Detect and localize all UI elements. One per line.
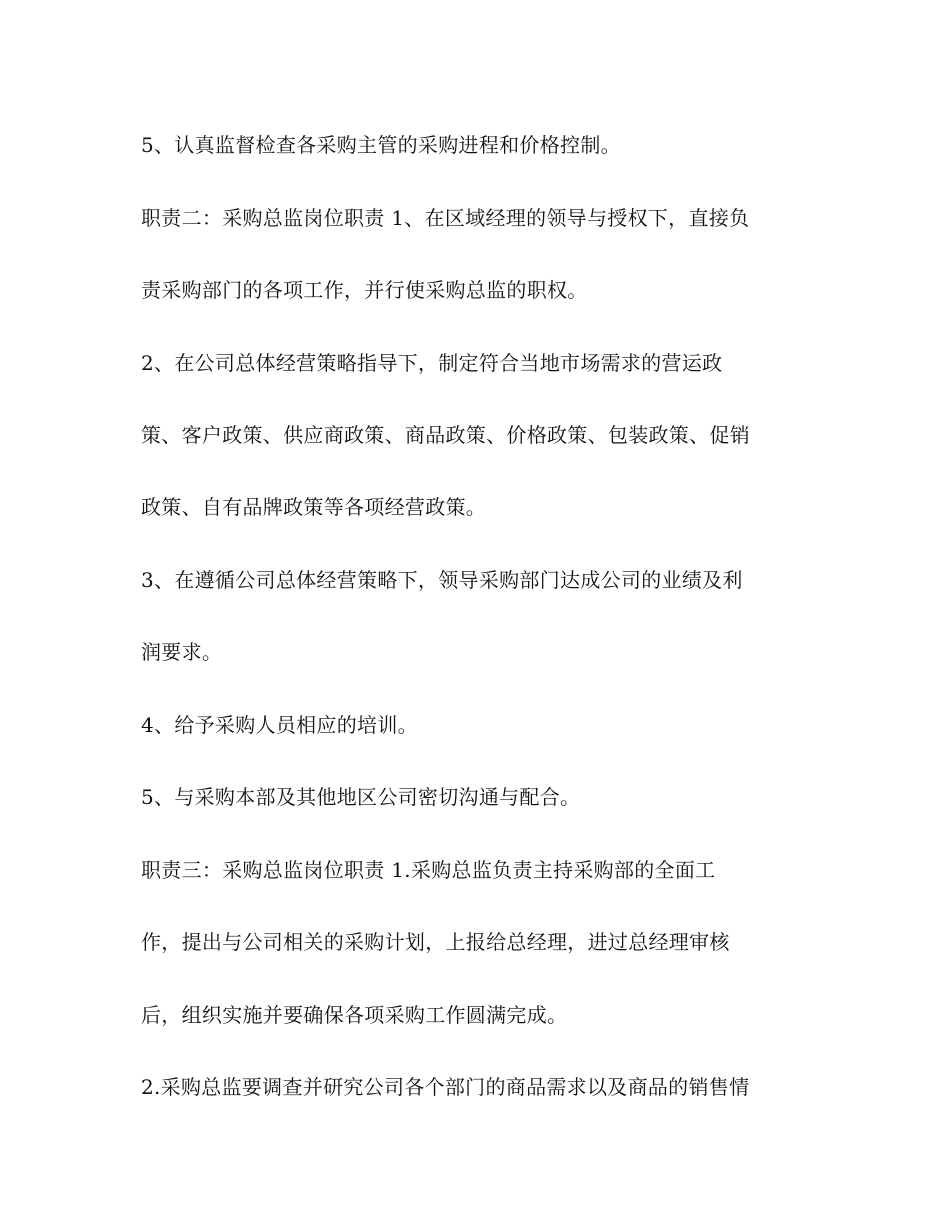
text-line: 润要求。: [141, 640, 223, 664]
text-line: 2.采购总监要调查并研究公司各个部门的商品需求以及商品的销售情: [141, 1075, 750, 1099]
text-line: 政策、自有品牌政策等各项经营政策。: [141, 495, 487, 519]
text-line: 5、认真监督检查各采购主管的采购进程和价格控制。: [141, 133, 621, 157]
text-line: 作，提出与公司相关的采购计划，上报给总经理，进过总经理审核: [141, 930, 730, 954]
text-line: 职责二：采购总监岗位职责 1、在区域经理的领导与授权下，直接负: [141, 206, 750, 230]
text-line: 4、给予采购人员相应的培训。: [141, 713, 418, 737]
text-line: 策、客户政策、供应商政策、商品政策、价格政策、包装政策、促销: [141, 423, 750, 447]
text-line: 责采购部门的各项工作，并行使采购总监的职权。: [141, 278, 588, 302]
text-line: 5、与采购本部及其他地区公司密切沟通与配合。: [141, 785, 581, 809]
text-line: 职责三：采购总监岗位职责 1.采购总监负责主持采购部的全面工: [141, 858, 716, 882]
text-line: 后，组织实施并要确保各项采购工作圆满完成。: [141, 1003, 568, 1027]
text-line: 3、在遵循公司总体经营策略下，领导采购部门达成公司的业绩及利: [141, 568, 743, 592]
text-line: 2、在公司总体经营策略指导下，制定符合当地市场需求的营运政: [141, 351, 723, 375]
